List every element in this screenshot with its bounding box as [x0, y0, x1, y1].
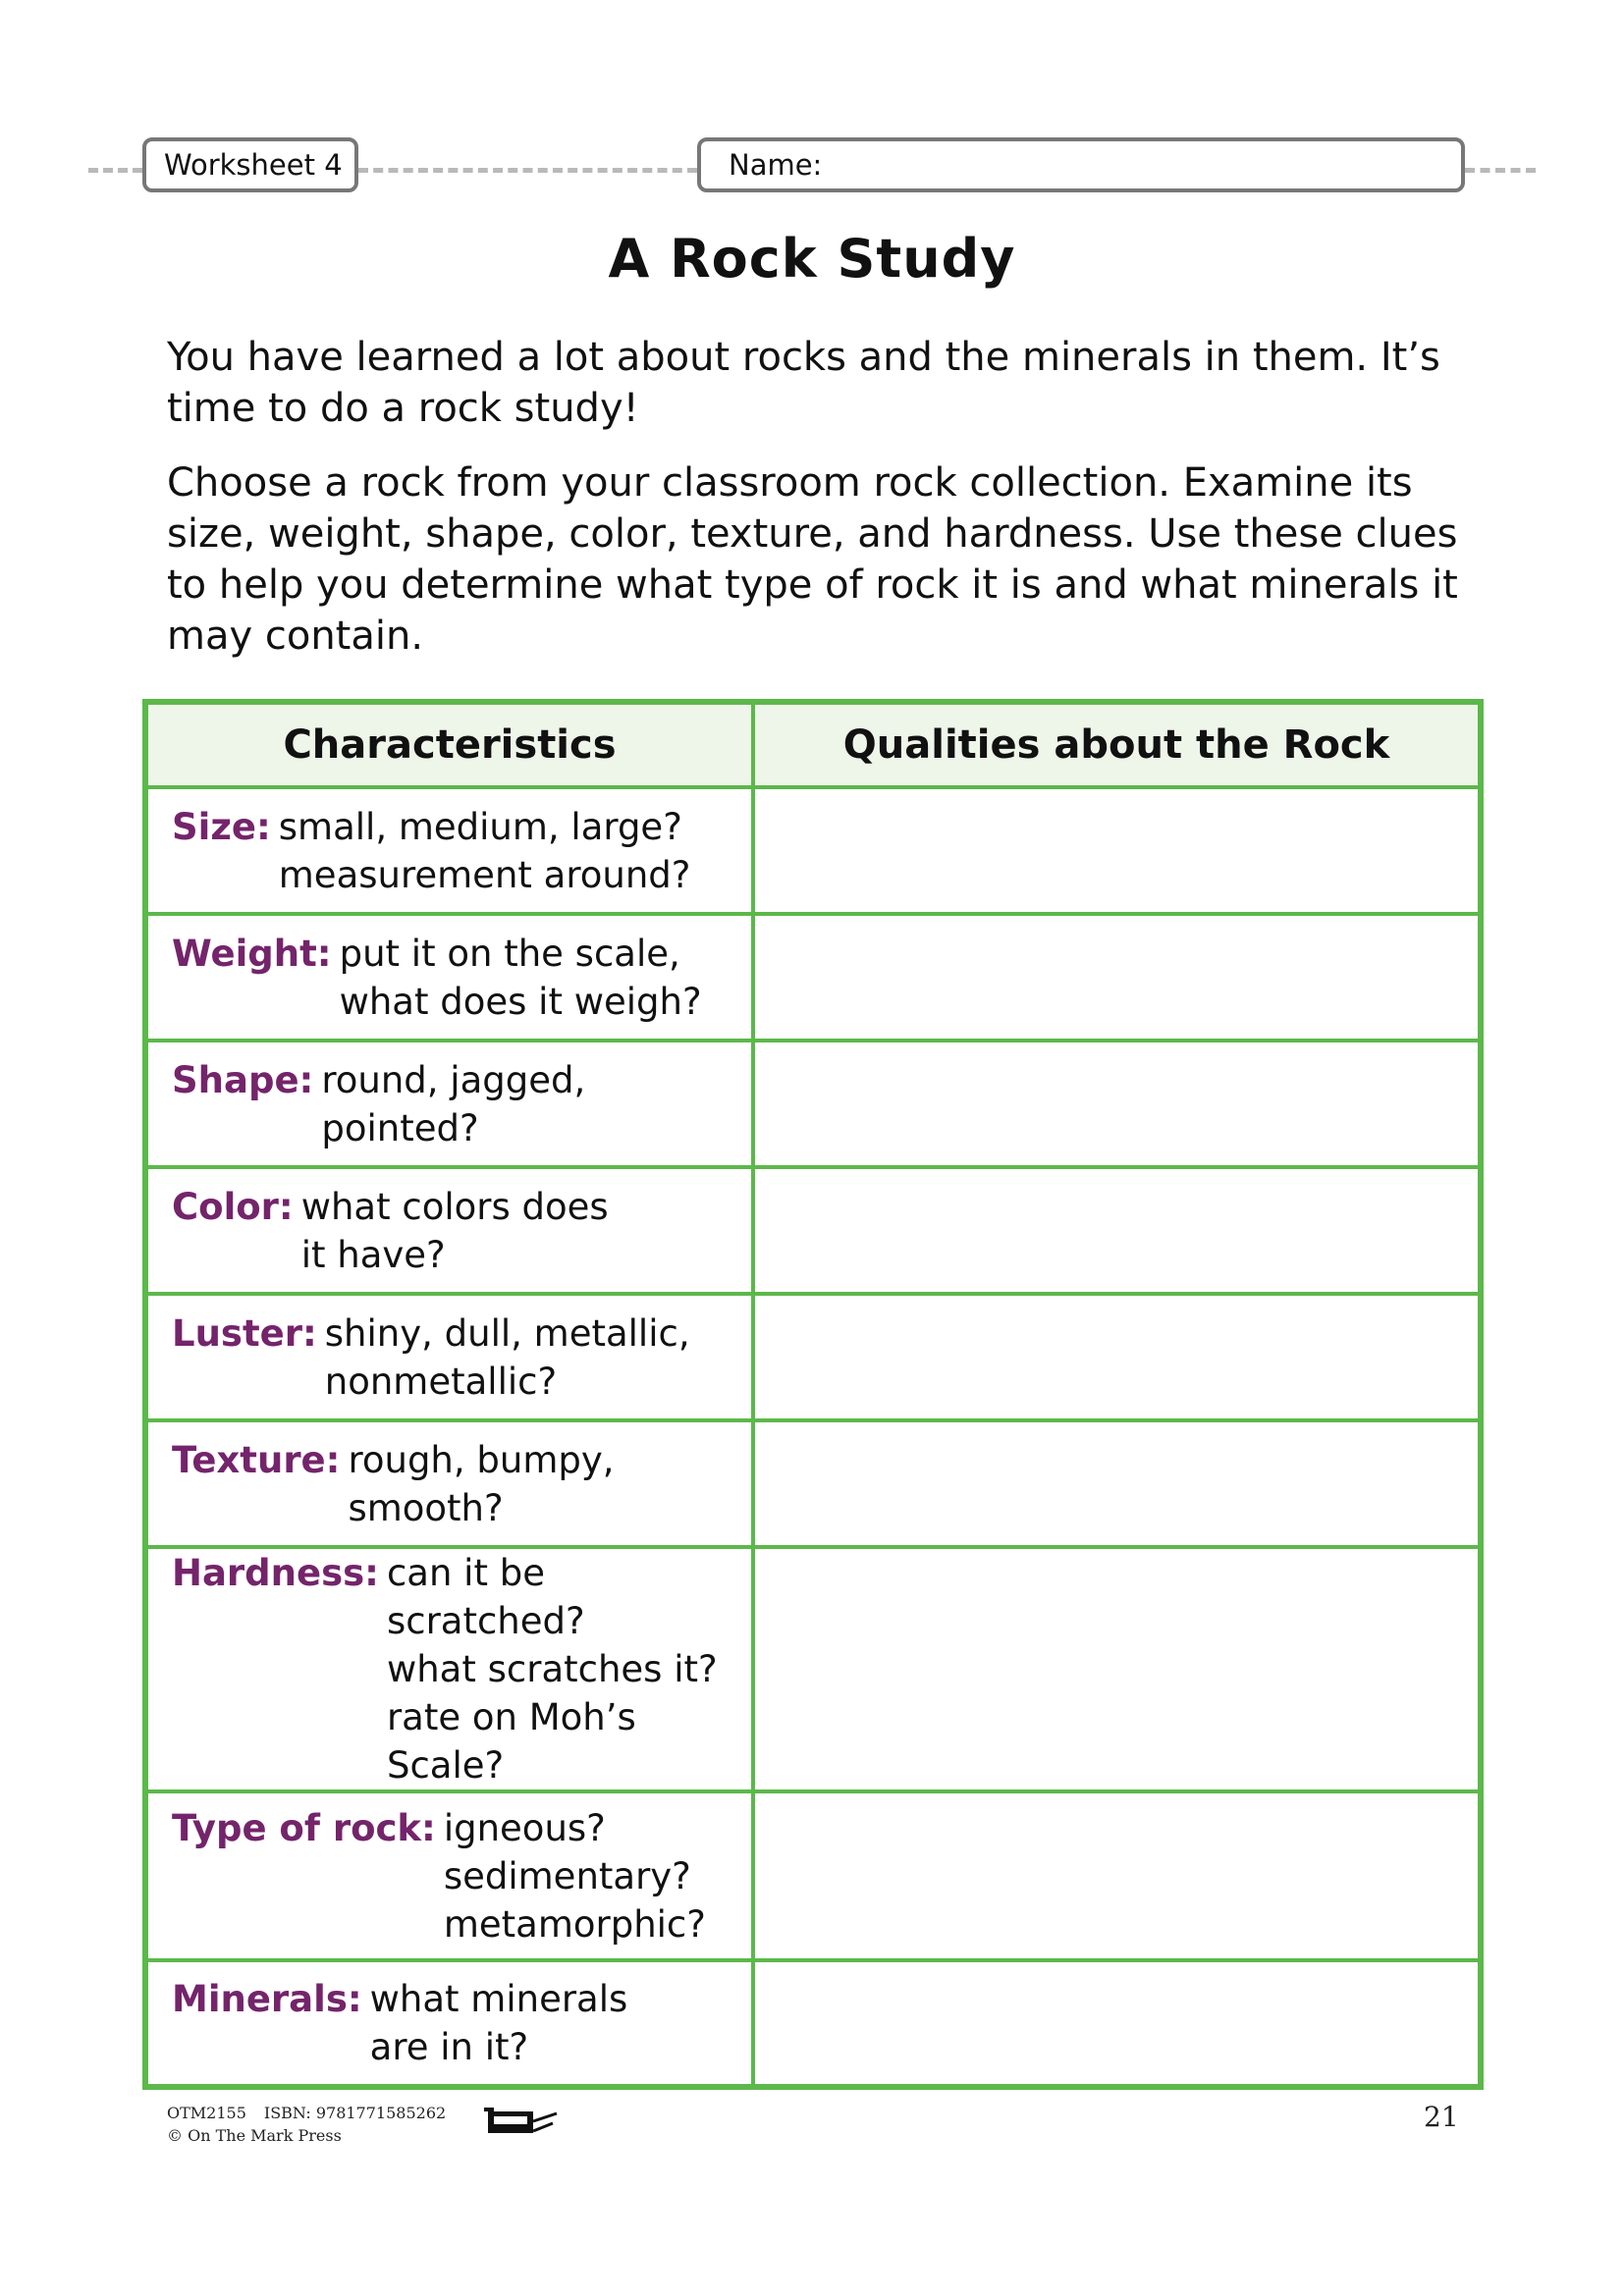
answer-cell[interactable]	[753, 1547, 1481, 1791]
answer-cell[interactable]	[753, 1791, 1481, 1960]
worksheet-label: Worksheet 4	[164, 148, 343, 182]
characteristic-label: Hardness:	[172, 1552, 379, 1594]
footer-copyright: © On The Mark Press	[167, 2126, 342, 2145]
answer-cell[interactable]	[753, 914, 1481, 1041]
prompt-line: rough, bumpy,	[348, 1438, 615, 1481]
prompt-line: shiny, dull, metallic,	[324, 1311, 690, 1355]
characteristic-cell	[145, 1167, 753, 1294]
prompt-line: put it on the scale,	[339, 932, 680, 975]
prompt-line: what scratches it?	[386, 1648, 718, 1690]
answer-cell[interactable]	[753, 1167, 1481, 1294]
prompt-line: what colors does	[300, 1185, 609, 1228]
characteristic-label: Shape:	[172, 1058, 314, 1101]
footer-code: OTM2155	[167, 2104, 246, 2122]
worksheet-number-tab	[142, 137, 358, 192]
characteristic-content	[148, 1056, 751, 1152]
characteristic-prompt	[325, 1309, 690, 1406]
answer-cell[interactable]	[753, 1294, 1481, 1420]
prompt-line: round, jagged,	[321, 1058, 586, 1101]
characteristic-content	[148, 1436, 751, 1532]
characteristic-content	[148, 930, 751, 1026]
prompt-line: it have?	[300, 1233, 446, 1276]
header-qualities: Qualities about the Rock	[753, 702, 1481, 787]
answer-cell[interactable]	[753, 1420, 1481, 1547]
table-row	[145, 1294, 1481, 1420]
prompt-line: what does it weigh?	[339, 980, 702, 1023]
characteristic-label: Color:	[172, 1185, 294, 1228]
characteristic-prompt	[387, 1549, 751, 1789]
characteristic-label: Weight:	[172, 932, 332, 975]
characteristic-cell	[145, 787, 753, 914]
page-number: 21	[1424, 2101, 1459, 2133]
prompt-line: small, medium, large?	[278, 805, 682, 848]
characteristic-content	[148, 1549, 751, 1789]
table-row	[145, 1960, 1481, 2087]
intro-paragraph-1: You have learned a lot about rocks and the minerals in them. It’s time to do a rock study!	[167, 335, 1440, 431]
characteristic-cell	[145, 914, 753, 1041]
table-row	[145, 787, 1481, 914]
answer-cell[interactable]	[753, 787, 1481, 914]
prompt-line: nonmetallic?	[324, 1360, 558, 1403]
header-dash-middle	[358, 168, 697, 173]
header-characteristics: Characteristics	[145, 702, 753, 787]
on-the-mark-logo-icon	[482, 2102, 561, 2141]
footer-isbn: ISBN: 9781771585262	[263, 2104, 447, 2122]
characteristic-content	[148, 1975, 751, 2071]
rock-study-table	[142, 699, 1484, 2090]
characteristic-prompt	[340, 930, 702, 1026]
characteristic-cell	[145, 1960, 753, 2087]
table-header-row	[145, 702, 1481, 787]
characteristic-prompt	[444, 1804, 706, 1949]
footer-publication-info	[167, 2102, 446, 2147]
table-body	[145, 787, 1481, 2087]
characteristic-cell	[145, 1420, 753, 1547]
characteristic-label: Minerals:	[172, 1978, 362, 2020]
prompt-line: pointed?	[321, 1106, 479, 1149]
characteristic-cell	[145, 1294, 753, 1420]
table-row	[145, 914, 1481, 1041]
header-dash-right	[1465, 168, 1536, 173]
prompt-line: metamorphic?	[443, 1902, 706, 1946]
characteristic-prompt	[321, 1056, 585, 1152]
characteristic-content	[148, 803, 751, 899]
characteristic-prompt	[279, 803, 691, 899]
characteristic-label: Type of rock:	[172, 1806, 436, 1849]
characteristic-cell	[145, 1041, 753, 1167]
prompt-line: what minerals	[369, 1978, 628, 2020]
prompt-line: measurement around?	[278, 853, 691, 896]
prompt-line: smooth?	[348, 1486, 504, 1529]
characteristic-content	[148, 1183, 751, 1279]
characteristic-label: Luster:	[172, 1311, 317, 1355]
answer-cell[interactable]	[753, 1041, 1481, 1167]
page-title: A Rock Study	[608, 228, 1016, 290]
intro-paragraph-2: Choose a rock from your classroom rock collection. Examine its size, weight, shape, color, texture, and hardness. Use these clues to help you determine what type of rock it is and what minerals it may contain.	[167, 460, 1458, 659]
characteristic-content	[148, 1309, 751, 1406]
prompt-line: sedimentary?	[443, 1854, 691, 1897]
characteristic-label: Texture:	[172, 1438, 341, 1481]
header-dash-left	[88, 168, 142, 173]
prompt-line: can it be scratched?	[386, 1552, 585, 1642]
answer-cell[interactable]	[753, 1960, 1481, 2087]
characteristic-prompt	[301, 1183, 609, 1279]
characteristic-content	[148, 1804, 751, 1949]
name-field[interactable]	[697, 137, 1465, 192]
characteristic-prompt	[370, 1975, 628, 2071]
characteristic-prompt	[348, 1436, 614, 1532]
table-row	[145, 1041, 1481, 1167]
table-row	[145, 1547, 1481, 1791]
prompt-line: rate on Moh’s Scale?	[386, 1696, 636, 1787]
prompt-line: are in it?	[369, 2026, 529, 2068]
table-row	[145, 1791, 1481, 1960]
characteristic-cell	[145, 1547, 753, 1791]
table-row	[145, 1420, 1481, 1547]
characteristic-cell	[145, 1791, 753, 1960]
prompt-line: igneous?	[443, 1806, 606, 1849]
characteristic-label: Size:	[172, 805, 271, 848]
name-label: Name:	[729, 148, 823, 182]
table-row	[145, 1167, 1481, 1294]
